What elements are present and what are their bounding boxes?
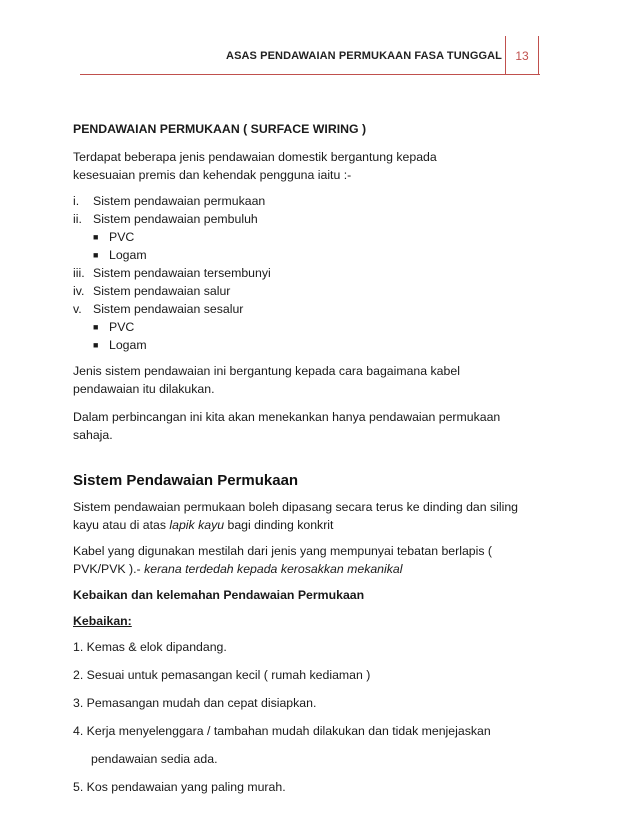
paragraph-line: Dalam perbincangan ini kita akan menekankan hanya pendawaian permukaan	[73, 410, 501, 424]
numbered-item: 4. Kerja menyelenggara / tambahan mudah dilakukan dan tidak menjejaskan	[73, 724, 491, 738]
list-text: Sistem pendawaian pembuluh	[93, 212, 258, 226]
sub-bullet-text: PVC	[109, 230, 135, 244]
numbered-item: 5. Kos pendawaian yang paling murah.	[73, 780, 286, 794]
list-number: iv.	[73, 284, 85, 298]
header-rule	[80, 74, 540, 75]
text-run: PVK/PVK ).-	[73, 562, 145, 576]
intro-line: Terdapat beberapa jenis pendawaian domestik bergantung kepada	[73, 150, 437, 164]
list-item	[73, 192, 543, 210]
paragraph-line: Sistem pendawaian permukaan boleh dipasang secara terus ke dinding dan siling	[73, 500, 519, 514]
numbered-item: 1. Kemas & elok dipandang.	[73, 640, 227, 654]
list-item	[73, 300, 543, 318]
text-run: kayu atau di atas	[73, 518, 170, 532]
section-title: PENDAWAIAN PERMUKAAN ( SURFACE WIRING )	[73, 122, 367, 136]
header-title: ASAS PENDAWAIAN PERMUKAAN FASA TUNGGAL	[226, 50, 502, 62]
sub-bullet-item	[73, 318, 543, 336]
wiring-systems-list	[73, 192, 543, 354]
section-heading: Sistem Pendawaian Permukaan	[73, 472, 299, 489]
list-item	[73, 264, 543, 282]
list-number: v.	[73, 302, 82, 316]
page-header	[0, 36, 638, 76]
numbered-item: 3. Pemasangan mudah dan cepat disiapkan.	[73, 696, 317, 710]
sub-bullet-item	[73, 246, 543, 264]
list-text: Sistem pendawaian sesalur	[93, 302, 244, 316]
sub-bullet-text: Logam	[109, 248, 147, 262]
sub-bullet-item	[73, 228, 543, 246]
numbered-item: 2. Sesuai untuk pemasangan kecil ( rumah kediaman )	[73, 668, 371, 682]
paragraph-line: sahaja.	[73, 428, 113, 442]
text-run: bagi dinding konkrit	[224, 518, 334, 532]
sub-bullet-text: PVC	[109, 320, 135, 334]
list-text: Sistem pendawaian tersembunyi	[93, 266, 271, 280]
italic-term: lapik kayu	[169, 518, 225, 532]
kebaikan-label: Kebaikan:	[73, 614, 132, 628]
list-item	[73, 282, 543, 300]
list-number: i.	[73, 194, 80, 208]
italic-note: kerana terdedah kepada kerosakkan mekanikal	[144, 562, 403, 576]
paragraph-line	[73, 516, 543, 534]
page-number: 13	[505, 36, 539, 74]
intro-line: kesesuaian premis dan kehendak pengguna iaitu :-	[73, 168, 352, 182]
square-bullet-icon: ■	[93, 340, 99, 350]
paragraph-line: pendawaian itu dilakukan.	[73, 382, 215, 396]
numbered-item-continuation: pendawaian sedia ada.	[91, 752, 218, 766]
sub-bullet-text: Logam	[109, 338, 147, 352]
paragraph-line: Kabel yang digunakan mestilah dari jenis yang mempunyai tebatan berlapis (	[73, 544, 493, 558]
list-text: Sistem pendawaian permukaan	[93, 194, 266, 208]
list-number: iii.	[73, 266, 85, 280]
paragraph-line	[73, 560, 543, 578]
square-bullet-icon: ■	[93, 322, 99, 332]
square-bullet-icon: ■	[93, 250, 99, 260]
list-item	[73, 210, 543, 228]
square-bullet-icon: ■	[93, 232, 99, 242]
sub-bullet-item	[73, 336, 543, 354]
list-number: ii.	[73, 212, 82, 226]
document-body	[73, 120, 543, 806]
list-text: Sistem pendawaian salur	[93, 284, 231, 298]
sub-heading: Kebaikan dan kelemahan Pendawaian Permukaan	[73, 588, 365, 602]
paragraph-line: Jenis sistem pendawaian ini bergantung kepada cara bagaimana kabel	[73, 364, 460, 378]
